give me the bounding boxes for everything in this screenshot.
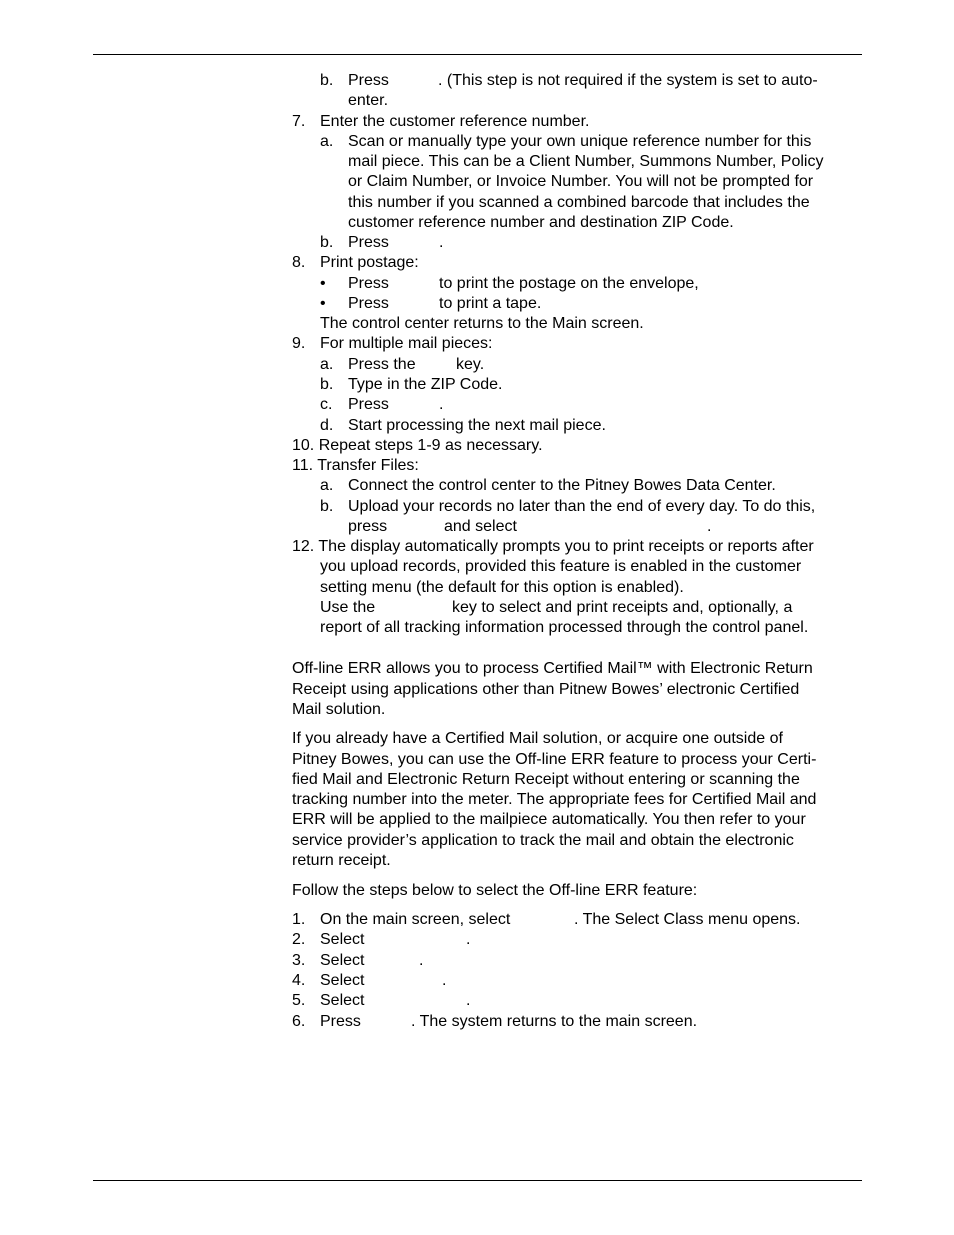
text-line-l68: . [466, 931, 471, 948]
text-line-l60: service provider’s application to track the mail and obtain the electronic [292, 832, 794, 849]
text-line-l37: 10. Repeat steps 1-9 as necessary. [292, 437, 543, 454]
text-line-l43: press [348, 518, 388, 535]
text-line-l33: Press [348, 396, 389, 413]
text-line-l16: 8. [292, 254, 306, 271]
text-line-l65: . The Select Class menu opens. [574, 911, 801, 928]
text-line-l15: . [439, 234, 444, 251]
text-line-l11: this number if you scanned a combined barcode that includes the [348, 194, 810, 211]
header-rule [93, 54, 862, 55]
text-line-l69: 3. [292, 952, 306, 969]
footer-rule [93, 1180, 862, 1181]
text-line-l30: b. [320, 376, 334, 393]
text-line-l31: Type in the ZIP Code. [348, 376, 503, 393]
text-line-l80: . The system returns to the main screen. [411, 1013, 698, 1030]
text-line-l32: c. [320, 396, 333, 413]
text-line-l40: Connect the control center to the Pitney Bowes Data Center. [348, 477, 776, 494]
text-line-l77: . [466, 992, 471, 1009]
text-line-l58: tracking number into the meter. The appropriate fees for Certified Mail and [292, 791, 817, 808]
text-line-l46: 12. The display automatically prompts you to print receipts or reports after [292, 538, 814, 555]
text-line-l79: Press [320, 1013, 361, 1030]
text-line-l27: a. [320, 356, 334, 373]
text-line-l29: key. [456, 356, 485, 373]
text-line-l20: to print the postage on the envelope, [439, 275, 699, 292]
text-line-l78: 6. [292, 1013, 306, 1030]
text-line-l34: . [439, 396, 444, 413]
text-line-l75: 5. [292, 992, 306, 1009]
text-line-l54: Mail solution. [292, 701, 386, 718]
text-line-l18: • [320, 275, 326, 292]
text-line-l21: • [320, 295, 326, 312]
text-line-l09: mail piece. This can be a Client Number, Summons Number, Policy [348, 153, 824, 170]
text-line-l39: a. [320, 477, 334, 494]
text-line-l55: If you already have a Certified Mail solution, or acquire one outside of [292, 730, 783, 747]
text-line-l02: Press [348, 72, 389, 89]
text-line-l64: On the main screen, select [320, 911, 511, 928]
text-line-l56: Pitney Bowes, you can use the Off-line ERR feature to process your Certi- [292, 751, 817, 768]
text-line-l45: . [707, 518, 712, 535]
text-line-l17: Print postage: [320, 254, 419, 271]
text-line-l07: a. [320, 133, 334, 150]
text-line-l04: enter. [348, 92, 389, 109]
text-line-l73: Select [320, 972, 365, 989]
text-line-l12: customer reference number and destination ZIP Code. [348, 214, 734, 231]
text-line-l26: For multiple mail pieces: [320, 335, 493, 352]
text-line-l03: . (This step is not required if the system is set to auto- [438, 72, 818, 89]
text-line-l74: . [442, 972, 447, 989]
text-line-l22: Press [348, 295, 389, 312]
text-line-l76: Select [320, 992, 365, 1009]
text-line-l41: b. [320, 498, 334, 515]
text-line-l08: Scan or manually type your own unique reference number for this [348, 133, 812, 150]
text-line-l49: Use the [320, 599, 376, 616]
text-line-l72: 4. [292, 972, 306, 989]
text-line-l61: return receipt. [292, 852, 391, 869]
text-line-l57: fied Mail and Electronic Return Receipt without entering or scanning the [292, 771, 800, 788]
text-line-l51: report of all tracking information processed through the control panel. [320, 619, 809, 636]
text-line-l59: ERR will be applied to the mailpiece automatically. You then refer to your [292, 811, 806, 828]
text-line-l52: Off-line ERR allows you to process Certified Mail™ with Electronic Return [292, 660, 813, 677]
text-line-l67: Select [320, 931, 365, 948]
text-line-l71: . [419, 952, 424, 969]
text-line-l13: b. [320, 234, 334, 251]
text-line-l70: Select [320, 952, 365, 969]
text-line-l50: key to select and print receipts and, optionally, a [452, 599, 793, 616]
text-line-l44: and select [444, 518, 517, 535]
text-line-l38: 11. Transfer Files: [292, 457, 419, 474]
text-line-l25: 9. [292, 335, 306, 352]
text-line-l06: Enter the customer reference number. [320, 113, 590, 130]
text-line-l62: Follow the steps below to select the Off-line ERR feature: [292, 882, 698, 899]
text-line-l36: Start processing the next mail piece. [348, 417, 606, 434]
text-line-l66: 2. [292, 931, 306, 948]
text-line-l53: Receipt using applications other than Pitnew Bowes’ electronic Certified [292, 681, 800, 698]
text-line-l28: Press the [348, 356, 416, 373]
text-line-l35: d. [320, 417, 334, 434]
text-line-l05: 7. [292, 113, 306, 130]
text-line-l01: b. [320, 72, 334, 89]
text-line-l42: Upload your records no later than the end of every day. To do this, [348, 498, 816, 515]
text-line-l10: or Claim Number, or Invoice Number. You will not be prompted for [348, 173, 814, 190]
text-line-l19: Press [348, 275, 389, 292]
text-line-l23: to print a tape. [439, 295, 542, 312]
text-line-l48: setting menu (the default for this option is enabled). [320, 579, 684, 596]
text-line-l14: Press [348, 234, 389, 251]
text-line-l63: 1. [292, 911, 306, 928]
text-line-l47: you upload records, provided this feature is enabled in the customer [320, 558, 802, 575]
text-line-l24: The control center returns to the Main screen. [320, 315, 644, 332]
